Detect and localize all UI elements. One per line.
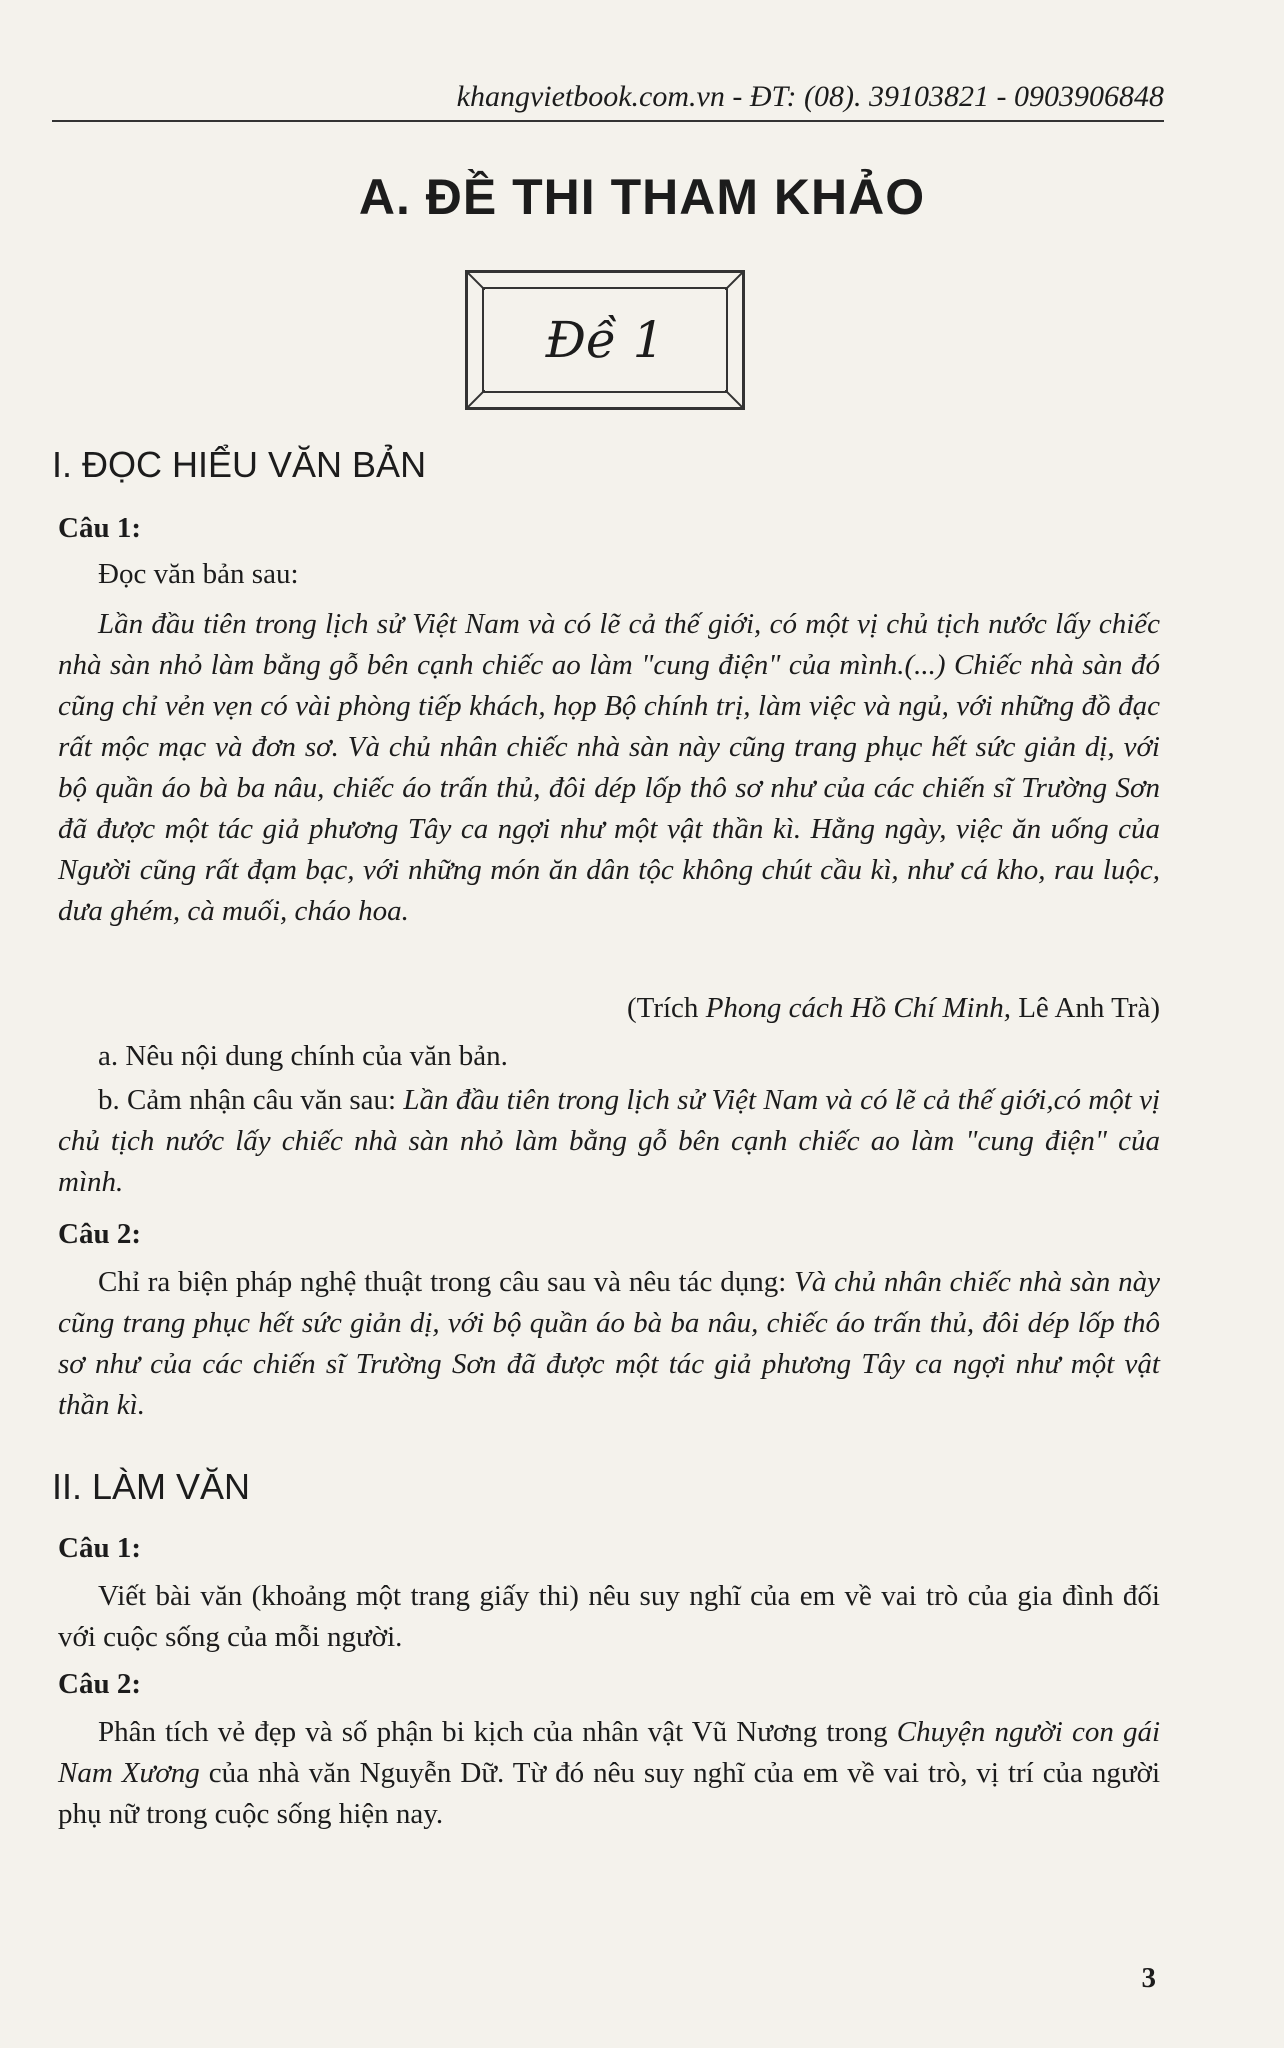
question-text: Phân tích vẻ đẹp và số phận bi kịch của nhân vật Vũ Nương trong Chuyện người con gái Nam Xương của nhà văn Nguyễn Dữ. Từ đó nêu suy nghĩ của em về vai trò, vị trí của người phụ nữ trong cuộc sống hiện nay.	[58, 1716, 1161, 1830]
frame-corner-icon	[725, 270, 745, 290]
frame-corner-icon	[465, 390, 485, 410]
question-part-a: a. Nêu nội dung chính của văn bản.	[98, 1040, 508, 1072]
question-label: Câu 2:	[58, 1668, 141, 1700]
reading-passage: Lần đầu tiên trong lịch sử Việt Nam và có lẽ cả thế giới, có một vị chủ tịch nước lấy chiếc nhà sàn nhỏ làm bằng gỗ bên cạnh chiếc ao làm "cung điện" của mình.(...) Chiếc nhà sàn đó cũng chỉ vẻn vẹn có vài phòng tiếp khách, họp Bộ chính trị, làm việc và ngủ, với những đồ đạc rất mộc mạc và đơn sơ. Và chủ nhân chiếc nhà sàn này cũng trang phục hết sức giản dị, với bộ quần áo bà ba nâu, chiếc áo trấn thủ, đôi dép lốp thô sơ như của các chiến sĩ Trường Sơn đã được một tác giả phương Tây ca ngợi như một vật thần kì. Hằng ngày, việc ăn uống của Người cũng rất đạm bạc, với những món ăn dân tộc không chút cầu kì, như cá kho, rau luộc, dưa ghém, cà muối, cháo hoa.	[58, 608, 1160, 927]
section-heading-writing: II. LÀM VĂN	[52, 1466, 251, 1507]
question-label: Câu 1:	[58, 1532, 141, 1564]
section-heading-reading: I. ĐỌC HIỂU VĂN BẢN	[52, 444, 427, 485]
question-label: Câu 2:	[58, 1218, 141, 1250]
question-label: Câu 1:	[58, 512, 141, 544]
page-header: khangvietbook.com.vn - ĐT: (08). 39103821 - 0903906848	[52, 80, 1164, 122]
page-number: 3	[1141, 1962, 1156, 1994]
frame-corner-icon	[725, 390, 745, 410]
question-part-b: b. Cảm nhận câu văn sau: Lần đầu tiên trong lịch sử Việt Nam và có lẽ cả thế giới,có một vị chủ tịch nước lấy chiếc nhà sàn nhỏ làm bằng gỗ bên cạnh chiếc ao làm "cung điện" của mình.	[58, 1084, 1160, 1198]
page-title: A. ĐỀ THI THAM KHẢO	[358, 169, 926, 225]
question-text: Chỉ ra biện pháp nghệ thuật trong câu sau và nêu tác dụng: Và chủ nhân chiếc nhà sàn này cũng trang phục hết sức giản dị, với bộ quần áo bà ba nâu, chiếc áo trấn thủ, đôi dép lốp thô sơ như của các chiến sĩ Trường Sơn đã được một tác giả phương Tây ca ngợi như một vật thần kì.	[58, 1266, 1160, 1421]
exam-label-frame	[465, 270, 745, 410]
question-intro: Đọc văn bản sau:	[98, 558, 299, 590]
exam-label: Đề 1	[482, 287, 728, 393]
passage-source: (Trích Phong cách Hồ Chí Minh, Lê Anh Trà)	[626, 992, 1160, 1024]
question-text: Viết bài văn (khoảng một trang giấy thi) nêu suy nghĩ của em về vai trò của gia đình đối với cuộc sống của mỗi người.	[58, 1580, 1160, 1653]
